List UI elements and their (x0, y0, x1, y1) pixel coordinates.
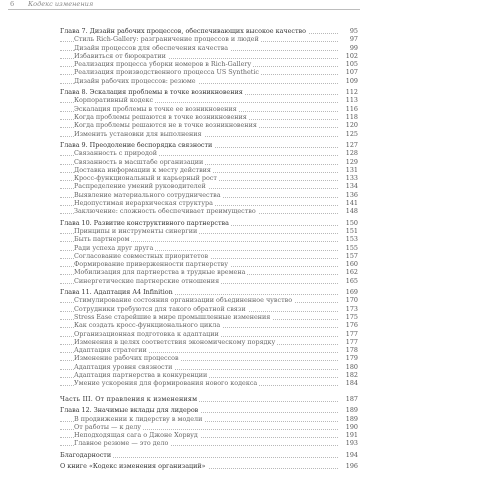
toc-label: Дизайн процессов для обеспечения качества (74, 44, 229, 52)
toc-entry (60, 105, 358, 113)
toc-label: Изменение рабочих процессов (74, 354, 179, 362)
toc-page-number: 105 (345, 60, 358, 68)
toc-label: Сотрудники требуются для такого обратной связи (74, 305, 246, 313)
toc-label: Доставка информации к месту действия (74, 166, 211, 174)
toc-entry (60, 199, 358, 207)
toc-page-number: 182 (345, 371, 358, 379)
toc-page-number: 189 (345, 406, 358, 414)
toc-entry (60, 149, 358, 157)
toc-entry (60, 423, 358, 431)
page-number: 6 (10, 0, 15, 8)
toc-page-number: 131 (345, 166, 358, 174)
toc-page-number: 133 (345, 174, 358, 182)
toc-page-number: 194 (345, 451, 358, 459)
toc-label: Благодарности (60, 451, 112, 459)
toc-page-number: 170 (345, 296, 358, 304)
toc-page-number: 177 (345, 338, 358, 346)
toc-label: Принципы и инструменты синергии (74, 227, 198, 235)
toc-label: Согласование совместных приоритетов (74, 252, 209, 260)
toc-page-number: 155 (345, 244, 358, 252)
toc-entry (60, 166, 358, 174)
toc-label: От работы — к делу (74, 423, 142, 431)
toc-page-number: 169 (345, 288, 358, 296)
toc-label: Ради успеха друг друга (74, 244, 154, 252)
toc-label: Глава 10. Развитие конструктивного партнерства (60, 219, 229, 227)
toc-entry (60, 252, 358, 260)
toc-label: Быть партнером (74, 235, 130, 243)
toc-chapter (60, 406, 358, 414)
toc-label: Адаптация партнерства в конкуренции (74, 371, 208, 379)
toc-entry (60, 158, 358, 166)
toc-entry (60, 77, 358, 85)
toc-page-number: 109 (345, 77, 358, 85)
toc-entry (60, 330, 358, 338)
toc-label: Глава 9. Преодоление беспорядка связности (60, 141, 213, 149)
toc-page-number: 136 (345, 191, 358, 199)
toc-page-number: 178 (345, 346, 358, 354)
toc-page-number: 134 (345, 182, 358, 190)
toc-page-number: 128 (345, 149, 358, 157)
toc-label: Когда проблемы решаются в точке возникновения (74, 113, 247, 121)
toc-entry (60, 191, 358, 199)
toc-page-number: 189 (345, 415, 358, 423)
toc-page-number: 107 (345, 68, 358, 76)
toc-page-number: 165 (345, 277, 358, 285)
toc-label: Адаптация уровня связности (74, 363, 173, 371)
toc-page-number: 148 (345, 207, 358, 215)
toc-entry (60, 68, 358, 76)
toc-label: Глава 8. Эскалация проблемы в точке возникновения (60, 88, 243, 96)
toc-label: В продвижении к лидерству в модели (74, 415, 203, 423)
toc-entry (60, 338, 358, 346)
toc-page-number: 97 (349, 35, 358, 43)
toc-page-number: 129 (345, 158, 358, 166)
toc-page-number: 95 (349, 27, 358, 35)
toc-label: Организационная подготовка к адаптации (74, 330, 219, 338)
toc-chapter (60, 462, 358, 470)
toc-entry (60, 363, 358, 371)
toc-page-number: 173 (345, 305, 358, 313)
toc-label: Адаптация стратегии (74, 346, 147, 354)
toc-entry (60, 439, 358, 447)
toc-entry (60, 321, 358, 329)
toc-entry (60, 415, 358, 423)
toc-entry (60, 431, 358, 439)
toc-label: Главное резюме — это дело (74, 439, 169, 447)
toc-page-number: 153 (345, 235, 358, 243)
toc-page-number: 180 (345, 363, 358, 371)
toc-page-number: 113 (345, 96, 358, 104)
toc-label: Когда проблемы решаются не в точке возникновения (74, 121, 257, 129)
toc-page-number: 190 (345, 423, 358, 431)
toc-chapter (60, 219, 358, 227)
toc-label: Кросс-функциональный и карьерный рост (74, 174, 217, 182)
toc-entry (60, 268, 358, 276)
toc-page-number: 187 (345, 395, 358, 403)
toc-entry (60, 121, 358, 129)
toc-label: Глава 12. Значимые вклады для лидеров (60, 406, 199, 414)
toc-entry (60, 346, 358, 354)
toc-entry (60, 313, 358, 321)
toc-label: Формирование приверженности партнерству (74, 260, 228, 268)
toc-entry (60, 96, 358, 104)
toc-label: Выявление материального сотрудничества (74, 191, 221, 199)
toc-page-number: 125 (345, 130, 358, 138)
toc-page-number: 118 (345, 113, 358, 121)
toc-entry (60, 260, 358, 268)
toc-page-number: 176 (345, 321, 358, 329)
toc-page-number: 150 (345, 219, 358, 227)
toc-label: Изменения в целях соответствия экономическому порядку (74, 338, 276, 346)
toc-entry (60, 35, 358, 43)
toc-entry (60, 174, 358, 182)
toc-entry (60, 244, 358, 252)
toc-label: Глава 11. Адаптация A4 Infinition (60, 288, 173, 296)
toc-label: Реализация производственного процесса US Synthetic (74, 68, 259, 76)
toc-entry (60, 379, 358, 387)
toc-chapter (60, 141, 358, 149)
toc-page-number: 120 (345, 121, 358, 129)
toc-label: О книге «Кодекс изменения организаций» (60, 462, 206, 470)
toc-page-number: 177 (345, 330, 358, 338)
toc-chapter (60, 451, 358, 459)
toc-page-number: 112 (345, 88, 358, 96)
toc-label: Недопустимая иерархическая структура (74, 199, 213, 207)
toc-page-number: 141 (345, 199, 358, 207)
toc-part (60, 395, 358, 403)
toc-chapter (60, 288, 358, 296)
toc-label: Stress Ease старейшие в мире промышленные изменения (74, 313, 271, 321)
toc-label: Неподходящая сага о Джоне Хорвуд (74, 431, 198, 439)
toc-label: Умение ускорения для формирования нового кодекса (74, 379, 258, 387)
toc-page-number: 151 (345, 227, 358, 235)
toc-label: Избавиться от бюрократии (74, 52, 166, 60)
toc-entry (60, 207, 358, 215)
toc-entry (60, 52, 358, 60)
toc-page-number: 184 (345, 379, 358, 387)
toc-entry (60, 60, 358, 68)
toc-label: Как создать кросс-функционального цикла (74, 321, 221, 329)
toc-entry (60, 296, 358, 304)
toc-page-number: 116 (345, 105, 358, 113)
toc-label: Корпоративный кодекс (74, 96, 154, 104)
toc-label: Дизайн рабочих процессов: резюме (74, 77, 196, 85)
toc-label: Часть III. От правления к изменениям (60, 395, 198, 403)
toc-label: Заключение: сложность обеспечивает преимущество (74, 207, 256, 215)
toc-label: Синергетические партнерские отношения (74, 277, 220, 285)
toc-page-number: 196 (345, 462, 358, 470)
toc-entry (60, 44, 358, 52)
toc-label: Стимулирование состояния организации объединенное чувство (74, 296, 293, 304)
toc-page-number: 99 (349, 44, 358, 52)
toc-chapter (60, 27, 358, 35)
toc-entry (60, 130, 358, 138)
toc-entry (60, 354, 358, 362)
running-title: Кодекс изменения (28, 0, 94, 8)
toc-label: Глава 7. Дизайн рабочих процессов, обеспечивающих высокое качество (60, 27, 306, 35)
toc-page-number: 102 (345, 52, 358, 60)
toc-entry (60, 227, 358, 235)
toc-label: Стиль Rich-Gallery: разграничение процессов и людей (74, 35, 259, 43)
toc-label: Реализация процесса уборки номеров в Rich-Gallery (74, 60, 252, 68)
toc-page-number: 193 (345, 439, 358, 447)
toc-entry (60, 277, 358, 285)
toc-page-number: 175 (345, 313, 358, 321)
toc-entry (60, 235, 358, 243)
toc-entry (60, 113, 358, 121)
toc-label: Распределение умений руководителей (74, 182, 206, 190)
toc-label: Связанность в масштабе организации (74, 158, 204, 166)
toc-label: Изменить установки для выполнения (74, 130, 202, 138)
toc-page-number: 162 (345, 268, 358, 276)
toc-page-number: 179 (345, 354, 358, 362)
toc-chapter (60, 88, 358, 96)
toc-page-number: 157 (345, 252, 358, 260)
toc-entry (60, 182, 358, 190)
toc-label: Связанность с природой (74, 149, 158, 157)
toc-label: Эскалация проблемы в точке ее возникновения (74, 105, 237, 113)
toc-page-number: 160 (345, 260, 358, 268)
toc-entry (60, 371, 358, 379)
toc-label: Мобилизация для партнерства в трудные времена (74, 268, 246, 276)
toc-entry (60, 305, 358, 313)
toc-page-number: 127 (345, 141, 358, 149)
toc-page-number: 191 (345, 431, 358, 439)
